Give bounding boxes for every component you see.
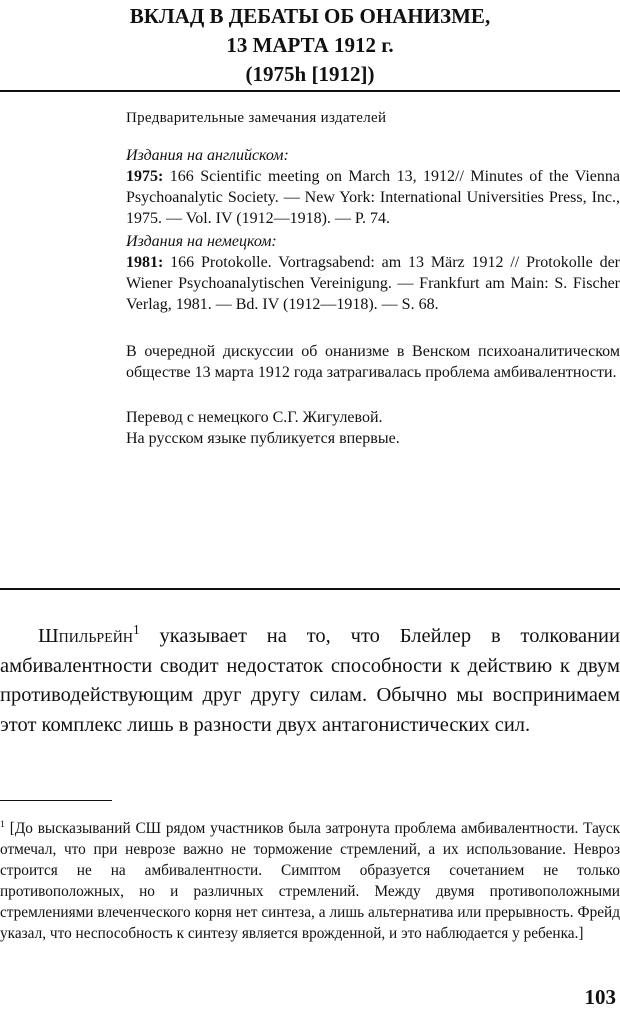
german-editions-label: Издания на немецком: [126, 233, 277, 250]
english-edition-text: 166 Scientific meeting on March 13, 1912// Minutes of the Vienna Psychoanalytic Society. — New York: International Universities Press, Inc., 1975. — Vol. IV (1912—1918). — P. 74. [126, 168, 620, 227]
editor-summary: В очередной дискуссии об онанизме в Венском психоаналитическом обществе 13 марта 1912 года затрагивалась проблема амбивалентности. [126, 343, 620, 381]
german-edition-text: 166 Protokolle. Vortragsabend: am 13 März 1912 // Protokolle der Wiener Psychoanalytischen Vereinigung. — Frankfurt am Main: S. Fischer Verlag, 1981. — Bd. IV (1912—1918). — S. 68. [126, 254, 620, 313]
footnote-reference: 1 [133, 622, 140, 638]
main-paragraph [0, 622, 620, 740]
chapter-title-line-1: ВКЛАД В ДЕБАТЫ ОБ ОНАНИЗМЕ, [129, 4, 491, 28]
english-editions [126, 145, 620, 229]
english-edition-year: 1975: [126, 168, 164, 185]
main-text: указывает на то, что Блейлер в толковании амбивалентности сводит недостаток способности к действию к двум противодействующим друг другу силам. Обычно мы воспринимаем этот комплекс лишь в разности двух антагонистических сил. [0, 625, 620, 736]
spacer [126, 317, 620, 341]
german-edition-year: 1981: [126, 254, 164, 271]
chapter-title-line-3: (1975h [1912]) [245, 62, 375, 86]
speaker-name: Шпильрейн [38, 625, 133, 647]
chapter-title-line-2: 13 МАРТА 1912 г. [226, 33, 394, 57]
english-edition-entry [126, 166, 620, 229]
english-editions-label: Издания на английском: [126, 147, 289, 164]
chapter-title [0, 2, 620, 89]
editor-notes [126, 108, 620, 449]
footnote [0, 818, 620, 944]
translator-note: Перевод с немецкого С.Г. Жигулевой. [126, 409, 383, 426]
footnote-text: [До высказываний СШ рядом участников была затронута проблема амбивалентности. Тауск отмечал, что при неврозе важно не торможение стремлений, а их использование. Невроз строится не на амбивалентности. Симптом образуется сочетанием не только противоположных, но и различных стремлений. Между двумя противоположными стремлениями влеченческого корня нет синтеза, а лишь альтернатива или прерывность. Фрейд указал, что неспособность к синтезу является врожденной, и это наблюдается у ребенка.] [0, 820, 620, 942]
editor-notes-heading: Предварительные замечания издателей [126, 110, 387, 126]
footnote-divider [0, 800, 112, 801]
footnote-number: 1 [0, 818, 5, 830]
page-number: 103 [584, 985, 616, 1009]
section-divider [0, 588, 620, 590]
top-divider [0, 90, 620, 92]
spacer [126, 383, 620, 407]
german-edition-entry [126, 252, 620, 315]
german-editions [126, 231, 620, 315]
publication-note: На русском языке публикуется впервые. [126, 430, 400, 447]
